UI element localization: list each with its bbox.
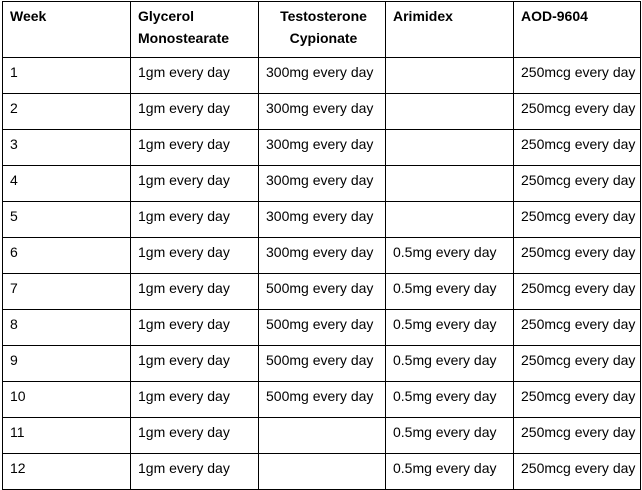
cell-week: 3 bbox=[3, 130, 131, 166]
cell-aod-9604: 250mcg every day bbox=[514, 202, 641, 238]
table-row bbox=[3, 274, 641, 310]
cell-testosterone-cypionate: 500mg every day bbox=[259, 382, 386, 418]
cell-aod-9604: 250mcg every day bbox=[514, 274, 641, 310]
cell-arimidex bbox=[386, 130, 514, 166]
table-row bbox=[3, 94, 641, 130]
cell-aod-9604: 250mcg every day bbox=[514, 310, 641, 346]
cell-arimidex: 0.5mg every day bbox=[386, 382, 514, 418]
cycle-schedule-table bbox=[2, 1, 641, 490]
header-aod-9604 bbox=[514, 2, 641, 58]
cell-aod-9604: 250mcg every day bbox=[514, 346, 641, 382]
header-week-line1: Week bbox=[10, 8, 47, 24]
cell-glycerol-monostearate: 1gm every day bbox=[131, 382, 259, 418]
cell-glycerol-monostearate: 1gm every day bbox=[131, 202, 259, 238]
cell-aod-9604: 250mcg every day bbox=[514, 238, 641, 274]
cell-week: 1 bbox=[3, 58, 131, 94]
cell-week: 5 bbox=[3, 202, 131, 238]
table-row bbox=[3, 418, 641, 454]
cell-arimidex bbox=[386, 58, 514, 94]
cell-aod-9604: 250mcg every day bbox=[514, 58, 641, 94]
cell-arimidex: 0.5mg every day bbox=[386, 274, 514, 310]
header-aod-line1: AOD-9604 bbox=[521, 8, 588, 24]
cell-glycerol-monostearate: 1gm every day bbox=[131, 166, 259, 202]
cell-testosterone-cypionate: 300mg every day bbox=[259, 94, 386, 130]
table-header bbox=[3, 2, 641, 58]
cell-aod-9604: 250mcg every day bbox=[514, 454, 641, 490]
table-row bbox=[3, 454, 641, 490]
cell-testosterone-cypionate: 500mg every day bbox=[259, 346, 386, 382]
cell-glycerol-monostearate: 1gm every day bbox=[131, 418, 259, 454]
cell-week: 12 bbox=[3, 454, 131, 490]
header-arimidex bbox=[386, 2, 514, 58]
header-glycerol-line1: Glycerol bbox=[138, 8, 195, 24]
cell-glycerol-monostearate: 1gm every day bbox=[131, 94, 259, 130]
table-row bbox=[3, 58, 641, 94]
cell-testosterone-cypionate: 300mg every day bbox=[259, 166, 386, 202]
cell-testosterone-cypionate: 500mg every day bbox=[259, 310, 386, 346]
cell-arimidex: 0.5mg every day bbox=[386, 454, 514, 490]
table-row bbox=[3, 238, 641, 274]
cell-testosterone-cypionate: 500mg every day bbox=[259, 274, 386, 310]
table-row bbox=[3, 310, 641, 346]
cell-testosterone-cypionate: 300mg every day bbox=[259, 130, 386, 166]
cell-week: 4 bbox=[3, 166, 131, 202]
cell-aod-9604: 250mcg every day bbox=[514, 382, 641, 418]
cell-arimidex: 0.5mg every day bbox=[386, 346, 514, 382]
header-testosterone-line2: Cypionate bbox=[289, 30, 358, 46]
header-arimidex-line1: Arimidex bbox=[393, 8, 453, 24]
header-glycerol-line2: Monostearate bbox=[138, 30, 230, 46]
cell-arimidex: 0.5mg every day bbox=[386, 310, 514, 346]
cell-testosterone-cypionate bbox=[259, 454, 386, 490]
table-row bbox=[3, 346, 641, 382]
cell-week: 2 bbox=[3, 94, 131, 130]
cell-arimidex: 0.5mg every day bbox=[386, 418, 514, 454]
cell-aod-9604: 250mcg every day bbox=[514, 418, 641, 454]
cell-week: 11 bbox=[3, 418, 131, 454]
table-row bbox=[3, 382, 641, 418]
cell-aod-9604: 250mcg every day bbox=[514, 166, 641, 202]
cell-arimidex bbox=[386, 94, 514, 130]
cell-testosterone-cypionate bbox=[259, 418, 386, 454]
cell-week: 9 bbox=[3, 346, 131, 382]
cell-glycerol-monostearate: 1gm every day bbox=[131, 274, 259, 310]
cell-week: 8 bbox=[3, 310, 131, 346]
table-body bbox=[3, 58, 641, 490]
cell-week: 7 bbox=[3, 274, 131, 310]
cell-glycerol-monostearate: 1gm every day bbox=[131, 310, 259, 346]
header-row bbox=[3, 2, 641, 58]
table-row bbox=[3, 166, 641, 202]
table-row bbox=[3, 202, 641, 238]
cell-aod-9604: 250mcg every day bbox=[514, 94, 641, 130]
cell-aod-9604: 250mcg every day bbox=[514, 130, 641, 166]
header-week bbox=[3, 2, 131, 58]
cell-glycerol-monostearate: 1gm every day bbox=[131, 346, 259, 382]
header-testosterone-line1: Testosterone bbox=[280, 8, 367, 24]
cell-glycerol-monostearate: 1gm every day bbox=[131, 238, 259, 274]
cell-glycerol-monostearate: 1gm every day bbox=[131, 454, 259, 490]
cell-testosterone-cypionate: 300mg every day bbox=[259, 58, 386, 94]
cell-glycerol-monostearate: 1gm every day bbox=[131, 130, 259, 166]
cell-arimidex: 0.5mg every day bbox=[386, 238, 514, 274]
cell-week: 10 bbox=[3, 382, 131, 418]
cell-arimidex bbox=[386, 166, 514, 202]
cell-week: 6 bbox=[3, 238, 131, 274]
header-glycerol-monostearate bbox=[131, 2, 259, 58]
cell-testosterone-cypionate: 300mg every day bbox=[259, 202, 386, 238]
cell-testosterone-cypionate: 300mg every day bbox=[259, 238, 386, 274]
table-row bbox=[3, 130, 641, 166]
cell-glycerol-monostearate: 1gm every day bbox=[131, 58, 259, 94]
cell-arimidex bbox=[386, 202, 514, 238]
header-testosterone-cypionate bbox=[259, 2, 386, 58]
